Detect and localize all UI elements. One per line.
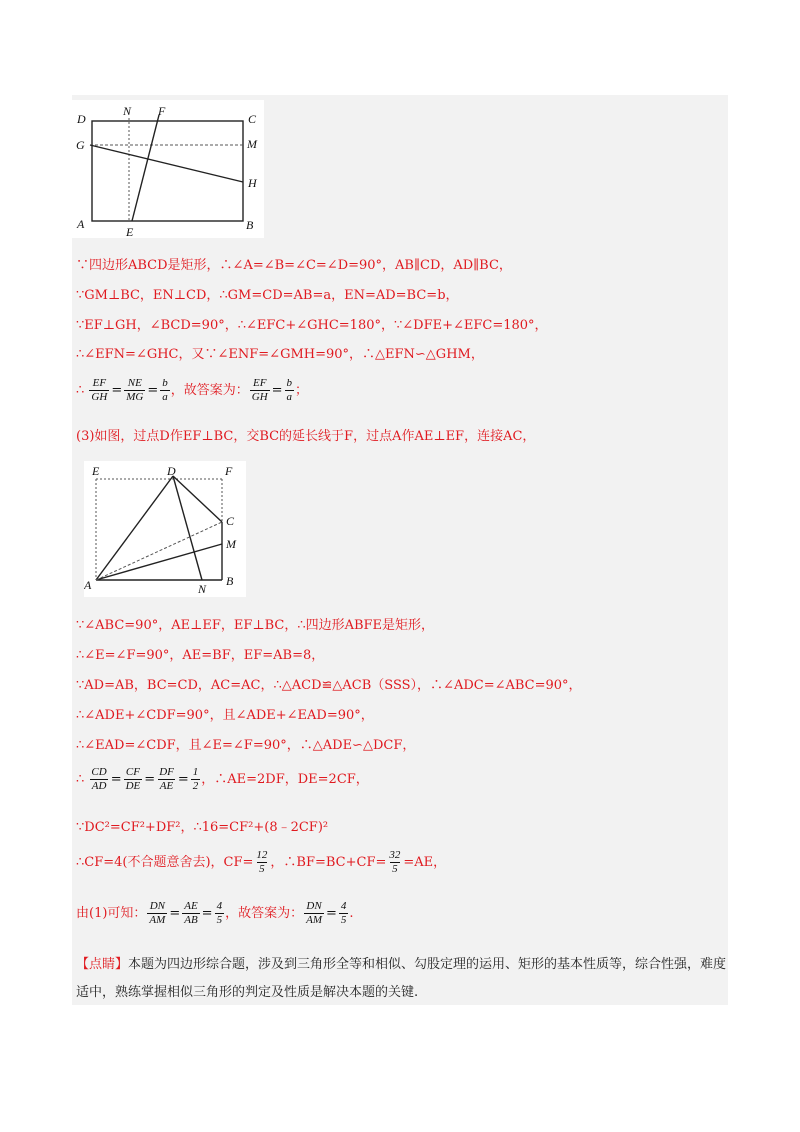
fig1-label: F (158, 104, 166, 118)
fig1-label: M (247, 137, 257, 151)
rectangle-figure-2 (84, 461, 246, 597)
solution-line: (3)如图，过点D作EF⊥BC，交BC的延长线于F，过点A作AE⊥EF，连接AC， (76, 429, 536, 444)
fraction: $\frac{CF}{DE}$ (125, 766, 141, 792)
line-dn (173, 476, 202, 580)
fig1-label: G (76, 138, 85, 152)
fig2-label: A (84, 578, 92, 592)
rectangle-figure-1 (72, 100, 264, 238)
fig1-label: E (126, 225, 134, 238)
fraction: $\frac{1}{2}$ (192, 766, 199, 792)
solution-line-fraction: ∴CF=4(不合题意舍去)，CF= $\frac{12}{5}$ ，∴BF=BC+CF= $\frac{32}{5}$ =AE， (76, 849, 447, 875)
key-point-tag: 【点睛】 (76, 957, 129, 972)
fig1-label: C (248, 112, 257, 126)
fig2-label: M (226, 537, 236, 551)
line-ad (96, 476, 173, 580)
fraction: $\frac{32}{5}$ (389, 849, 401, 875)
fraction: $\frac{EF}{GH}$ (91, 377, 108, 403)
line-gh (90, 145, 243, 182)
fraction: $\frac{AE}{AB}$ (184, 900, 198, 926)
solution-line: ∵四边形ABCD是矩形，∴∠A=∠B=∠C=∠D=90°，AB∥CD，AD∥BC， (76, 258, 512, 273)
fig2-label: B (226, 574, 234, 588)
key-point-text: 本题为四边形综合题，涉及到三角形全等和相似、勾股定理的运用、矩形的基本性质等，综合性强，难度适中，熟练掌握相似三角形的判定及性质是解决本题的关键. (76, 957, 727, 1000)
solution-line-fraction: ∴ $\frac{CD}{AD}$ = $\frac{CF}{DE}$ = $\frac{DF}{AE}$ = $\frac{1}{2}$ ，∴AE=2DF，DE=2CF， (76, 766, 369, 792)
line-ef (132, 115, 159, 221)
key-point-note (76, 951, 728, 1007)
solution-line: ∴∠EAD=∠CDF，且∠E=∠F=90°，∴△ADE∽△DCF， (76, 738, 416, 753)
fraction: $\frac{DF}{AE}$ (159, 766, 174, 792)
fig1-label: A (77, 217, 85, 231)
fig1-label: N (123, 104, 132, 118)
fraction: $\frac{EF}{GH}$ (251, 377, 268, 403)
fraction: $\frac{4}{5}$ (340, 900, 347, 926)
fig1-label: H (248, 176, 257, 190)
solution-line: ∵GM⊥BC，EN⊥CD，∴GM=CD=AB=a，EN=AD=BC=b， (76, 288, 459, 303)
fig2-label: D (167, 464, 176, 478)
solution-line: ∴∠E=∠F=90°，AE=BF，EF=AB=8， (76, 648, 325, 663)
solution-line: ∴∠ADE+∠CDF=90°，且∠ADE+∠EAD=90°， (76, 708, 374, 723)
fraction: $\frac{b}{a}$ (162, 377, 168, 403)
line-dc (173, 476, 222, 522)
fraction: $\frac{b}{a}$ (286, 377, 293, 403)
solution-line-fraction: 由(1)可知： $\frac{DN}{AM}$ = $\frac{AE}{AB}$ = $\frac{4}{5}$ ，故答案为： $\frac{DN}{AM}$ = $\frac{4}{5}$ . (76, 900, 354, 926)
fraction: $\frac{4}{5}$ (216, 900, 223, 926)
solution-line: ∵EF⊥GH，∠BCD=90°，∴∠EFC+∠GHC=180°，∵∠DFE+∠EFC=180°， (76, 318, 548, 333)
fraction: $\frac{12}{5}$ (256, 849, 268, 875)
fig2-label: E (92, 464, 100, 478)
solution-line: ∵DC²=CF²+DF²，∴16=CF²+(8﹣2CF)² (76, 820, 329, 835)
fraction: $\frac{DN}{AM}$ (306, 900, 322, 926)
dashed-line-ac (96, 522, 222, 580)
fig2-label: N (198, 582, 207, 596)
fraction: $\frac{DN}{AM}$ (149, 900, 166, 926)
fig1-label: D (77, 112, 86, 126)
rect-abcd (92, 121, 243, 221)
line-am (96, 544, 222, 580)
solution-line: ∵AD=AB，BC=CD，AC=AC，∴△ACD≌△ACB（SSS），∴∠ADC=∠ABC=90°， (76, 678, 582, 693)
fig2-label: F (225, 464, 233, 478)
fraction: $\frac{NE}{MG}$ (126, 377, 144, 403)
solution-line: ∴∠EFN=∠GHC，又∵∠ENF=∠GMH=90°，∴△EFN∽△GHM， (76, 347, 484, 362)
solution-line: ∵∠ABC=90°，AE⊥EF，EF⊥BC，∴四边形ABFE是矩形， (76, 618, 435, 633)
fraction: $\frac{CD}{AD}$ (91, 766, 107, 792)
fig1-label: B (246, 218, 254, 232)
fig2-label: C (226, 514, 235, 528)
solution-line-fraction: ∴ $\frac{EF}{GH}$ = $\frac{NE}{MG}$ = $\frac{b}{a}$ ，故答案为： $\frac{EF}{GH}$ = $\frac{b}{a}$ ； (76, 377, 309, 403)
